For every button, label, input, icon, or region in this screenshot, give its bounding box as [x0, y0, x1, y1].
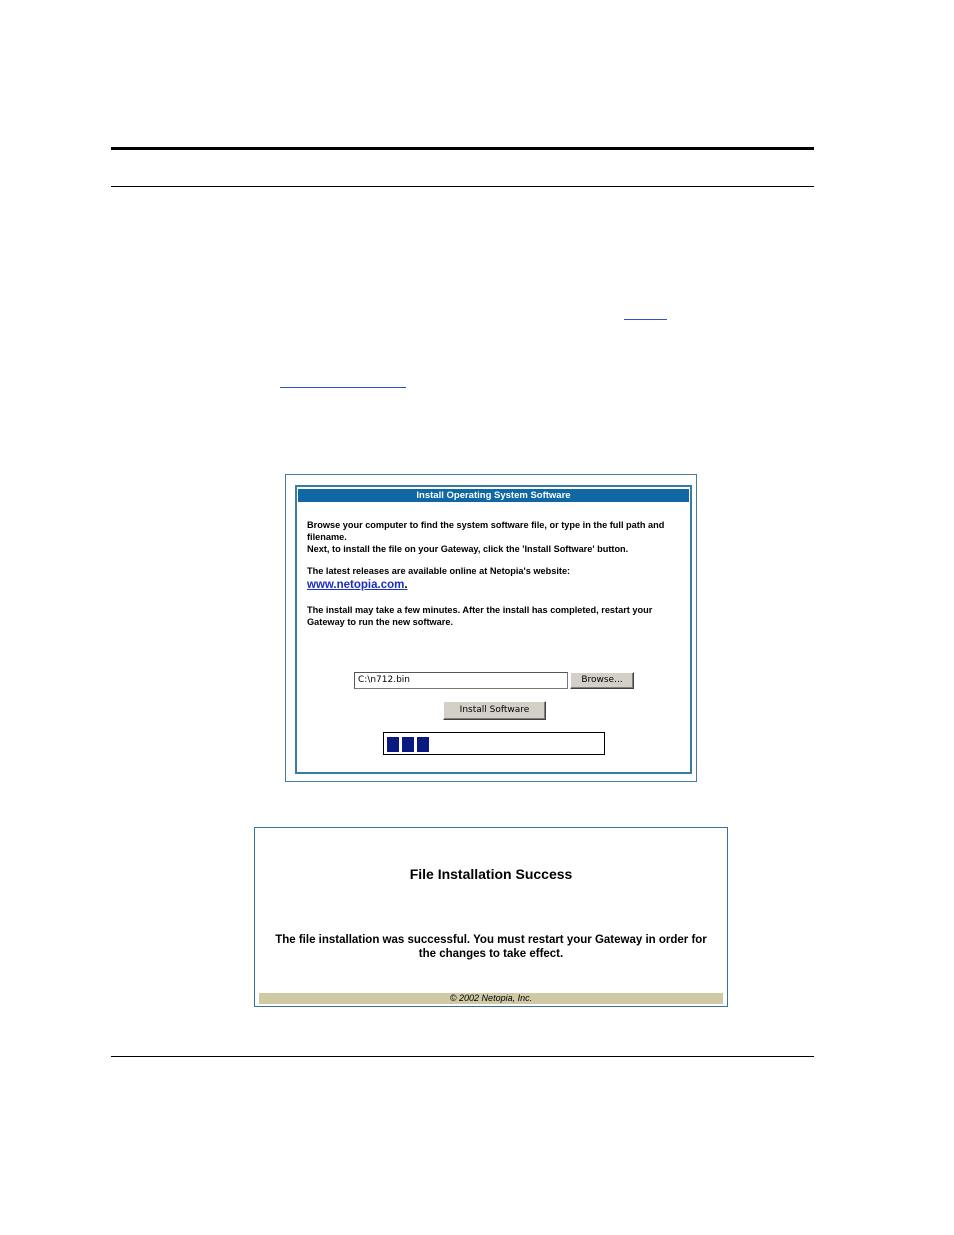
link-underline-2[interactable] — [280, 387, 406, 388]
releases-text: The latest releases are available online at Netopia's website: — [307, 566, 571, 576]
panel-title: Install Operating System Software — [298, 489, 689, 502]
header-rule-thick — [111, 147, 814, 150]
file-path-input[interactable]: C:\n712.bin — [354, 672, 568, 689]
install-software-screenshot — [285, 474, 697, 782]
install-panel — [295, 485, 692, 774]
website-period: . — [404, 579, 408, 591]
footer-rule — [111, 1056, 814, 1057]
link-underline-1[interactable] — [624, 319, 667, 320]
browse-button[interactable]: Browse... — [570, 672, 634, 689]
success-title: File Installation Success — [409, 866, 573, 882]
install-note: The install may take a few minutes. After the install has completed, restart your Gateway to run the new software. — [307, 605, 653, 627]
instruction-install: Next, to install the file on your Gateway, click the 'Install Software' button. — [307, 544, 629, 554]
progress-block — [402, 737, 414, 752]
website-link[interactable]: www.netopia.com — [307, 579, 405, 591]
progress-bar — [383, 732, 605, 755]
header-rule-thin — [111, 186, 814, 187]
instruction-browse: Browse your computer to find the system software file, or type in the full path and filename. — [307, 520, 665, 542]
copyright-footer: © 2002 Netopia, Inc. — [259, 993, 723, 1004]
success-message: The file installation was successful. You must restart your Gateway in order for the changes to take effect. — [275, 934, 707, 960]
install-software-button[interactable]: Install Software — [443, 701, 546, 720]
progress-block — [387, 737, 399, 752]
installation-success-screenshot — [254, 827, 728, 1007]
progress-block — [417, 737, 429, 752]
website-link-line[interactable] — [307, 579, 408, 591]
